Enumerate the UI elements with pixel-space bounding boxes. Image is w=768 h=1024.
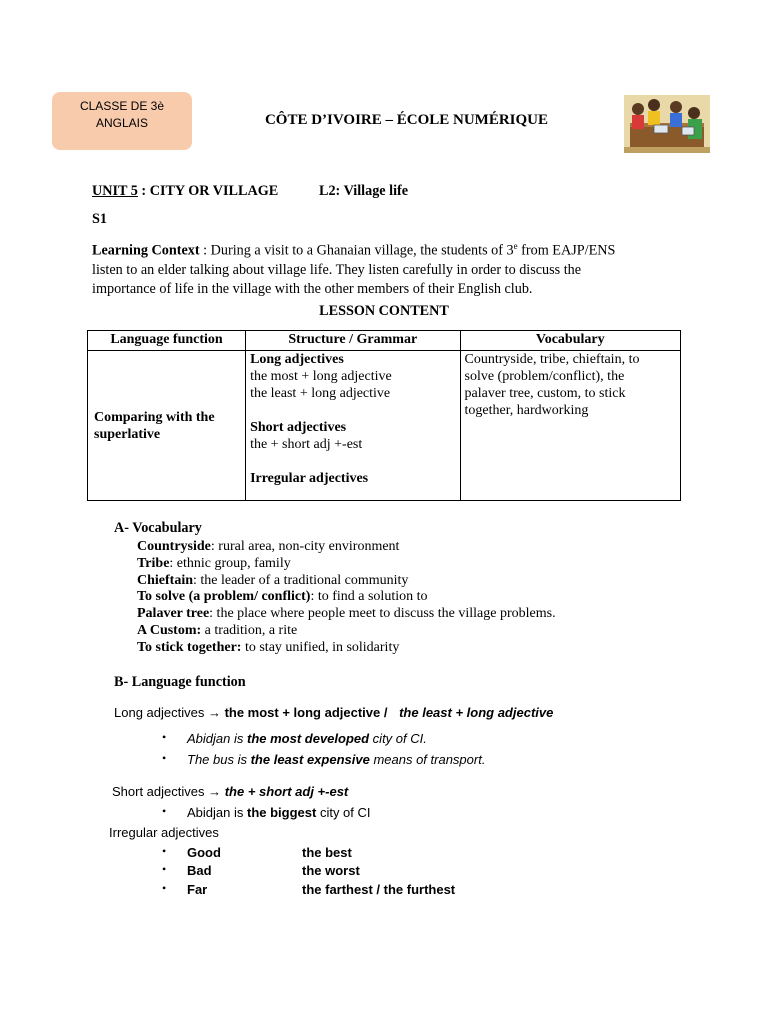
vocab-definition: a tradition, a rite bbox=[201, 622, 298, 638]
vocab-cell-line-4: together, hardworking bbox=[464, 403, 589, 418]
long-rule-least: the least + long adjective bbox=[399, 705, 554, 720]
example-text: means of transport. bbox=[369, 752, 486, 767]
section-a-heading: A- Vocabulary bbox=[114, 520, 202, 536]
vocab-definition: : ethnic group, family bbox=[169, 555, 291, 571]
vocab-term: Tribe bbox=[137, 555, 170, 571]
example-most-developed bbox=[187, 730, 427, 748]
bullet-icon: • bbox=[162, 804, 167, 818]
bullet-icon: • bbox=[162, 751, 167, 765]
badge-subject-label: ANGLAIS bbox=[95, 116, 149, 130]
context-text-a: : During a visit to a Ghanaian village, the students of 3 bbox=[199, 242, 514, 259]
list-item bbox=[137, 539, 556, 556]
irregular-form: the best bbox=[302, 845, 352, 860]
bullet-icon: • bbox=[162, 730, 167, 744]
list-item bbox=[137, 589, 556, 606]
students-illustration bbox=[624, 95, 710, 153]
page-header-title: CÔTE D’IVOIRE – ÉCOLE NUMÉRIQUE bbox=[264, 112, 549, 128]
unit-name: : CITY OR VILLAGE bbox=[137, 183, 279, 199]
function-cell bbox=[88, 351, 246, 501]
list-item bbox=[137, 556, 556, 573]
rule-separator: / bbox=[383, 705, 392, 720]
list-item bbox=[137, 640, 556, 657]
example-highlight: the biggest bbox=[246, 805, 317, 820]
header-language-function: Language function bbox=[88, 331, 246, 351]
table-header-row bbox=[88, 331, 681, 351]
learning-context bbox=[92, 237, 692, 299]
vocab-term: To stick together: bbox=[137, 639, 242, 655]
vocab-term: A Custom: bbox=[137, 622, 202, 638]
example-text: Abidjan is bbox=[187, 805, 247, 820]
long-rule-1: the most + long adjective bbox=[250, 369, 392, 384]
vocab-definition: : to find a solution to bbox=[310, 589, 428, 605]
example-text: The bus is bbox=[187, 752, 251, 767]
irregular-adjectives-heading: Irregular adjectives bbox=[109, 825, 219, 840]
vocab-term: To solve (a problem/ conflict) bbox=[137, 589, 311, 605]
list-item bbox=[137, 623, 556, 640]
vocab-term: Countryside bbox=[137, 539, 211, 554]
vocab-definition: : rural area, non-city environment bbox=[210, 539, 400, 554]
bullet-icon: • bbox=[162, 881, 167, 895]
vocab-definition: : the place where people meet to discuss the village problems. bbox=[209, 606, 556, 622]
long-rule-label: Long adjectives bbox=[114, 705, 208, 720]
context-line-2: listen to an elder talking about village life. They listen carefully in order to discuss the bbox=[92, 261, 582, 278]
header-structure-grammar: Structure / Grammar bbox=[246, 331, 460, 351]
irregular-word: Good bbox=[187, 845, 221, 860]
example-highlight: the most developed bbox=[246, 731, 370, 746]
list-item bbox=[137, 606, 556, 623]
lesson-content-table bbox=[87, 330, 681, 501]
vocab-definition: : the leader of a traditional community bbox=[193, 572, 409, 588]
list-item bbox=[137, 573, 556, 590]
lesson-content-title: LESSON CONTENT bbox=[319, 303, 449, 319]
short-rule-formula: the + short adj +-est bbox=[221, 784, 349, 799]
arrow-icon: → bbox=[207, 705, 221, 720]
vocab-term: Palaver tree bbox=[137, 606, 210, 622]
example-biggest bbox=[187, 804, 371, 822]
example-least-expensive bbox=[187, 751, 485, 769]
example-text: Abidjan is bbox=[187, 731, 247, 746]
long-rule-most: the most + long adjective bbox=[220, 705, 384, 720]
bullet-icon: • bbox=[162, 862, 167, 876]
bullet-icon: • bbox=[162, 844, 167, 858]
irregular-word: Bad bbox=[187, 863, 212, 878]
structure-cell bbox=[246, 351, 460, 501]
example-text: city of CI bbox=[316, 805, 371, 820]
irregular-word: Far bbox=[187, 882, 208, 897]
function-line-2: superlative bbox=[94, 426, 161, 442]
short-rule-label: Short adjectives bbox=[112, 784, 209, 799]
vocab-cell-line-2: solve (problem/conflict), the bbox=[464, 369, 625, 384]
vocab-cell-line-3: palaver tree, custom, to stick bbox=[464, 386, 626, 401]
learning-context-label: Learning Context bbox=[92, 242, 200, 259]
vocabulary-cell bbox=[460, 351, 681, 501]
example-highlight: the least expensive bbox=[250, 752, 370, 767]
long-rule-2: the least + long adjective bbox=[250, 386, 391, 401]
badge-class-label: CLASSE DE 3è bbox=[79, 99, 165, 113]
lesson-title: L2: Village life bbox=[319, 183, 409, 199]
context-text-b: from EAJP/ENS bbox=[517, 242, 616, 259]
context-line-3: importance of life in the village with the other members of their English club. bbox=[92, 280, 533, 297]
arrow-icon: → bbox=[208, 784, 222, 799]
long-adjectives-title: Long adjectives bbox=[250, 352, 344, 367]
irregular-form: the worst bbox=[302, 863, 360, 878]
vocab-term: Chieftain bbox=[137, 572, 193, 588]
session-label: S1 bbox=[92, 211, 107, 227]
short-adjectives-rule bbox=[112, 783, 348, 801]
irregular-adjectives-title: Irregular adjectives bbox=[250, 471, 369, 486]
header-vocabulary: Vocabulary bbox=[460, 331, 681, 351]
context-sup: e bbox=[513, 241, 518, 251]
example-text: city of CI. bbox=[369, 731, 427, 746]
function-line-1: Comparing with the bbox=[94, 409, 215, 425]
long-adjectives-rule bbox=[114, 704, 553, 722]
vocabulary-list bbox=[137, 539, 556, 657]
section-b-heading: B- Language function bbox=[114, 674, 246, 690]
vocab-cell-line-1: Countryside, tribe, chieftain, to bbox=[464, 352, 640, 367]
unit-title bbox=[92, 182, 278, 201]
short-adjectives-title: Short adjectives bbox=[250, 420, 347, 435]
vocab-definition: to stay unified, in solidarity bbox=[241, 639, 400, 655]
short-rule-1: the + short adj +-est bbox=[250, 437, 363, 452]
table-row bbox=[88, 351, 681, 501]
unit-number: UNIT 5 bbox=[92, 183, 138, 199]
irregular-form: the farthest / the furthest bbox=[302, 882, 456, 897]
